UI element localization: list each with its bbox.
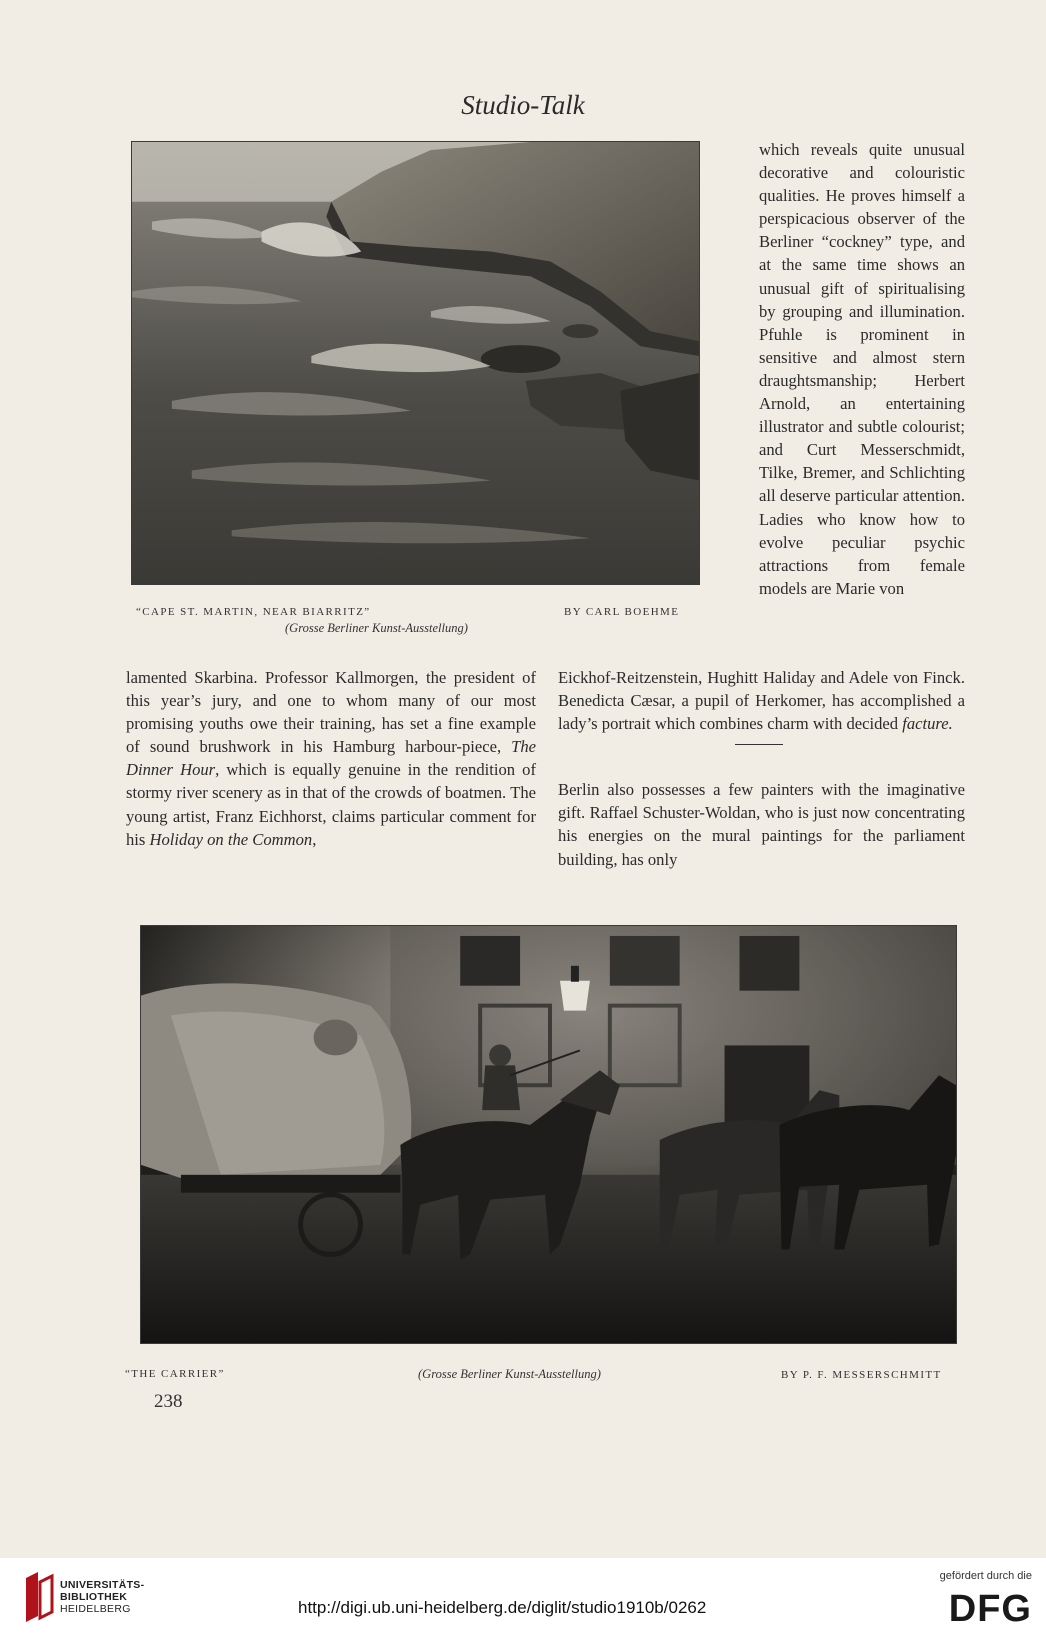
artwork-title: The Dinner Hour: [126, 737, 536, 780]
university-library-logo-icon: [22, 1572, 56, 1622]
plate-the-carrier: [140, 925, 957, 1344]
paragraph: Berlin also possesses a few painters with the imaginative gift. Raffael Schuster-Woldan, who is just now concentrating his energies on the mural paintings for the parliament building, has only: [558, 780, 965, 869]
article-text: Eickhof-Reitzenstein, Hughitt Haliday and Adele von Finck. Benedicta Cæsar, a pupil of Herkomer, has accomplished a lady’s portrait which combines charm with decided: [558, 668, 965, 734]
permalink-url[interactable]: http://digi.ub.uni-heidelberg.de/diglit/studio1910b/0262: [298, 1598, 707, 1617]
plate1-source: (Grosse Berliner Kunst-Ausstellung): [285, 621, 468, 635]
plate2-source: (Grosse Berliner Kunst-Ausstellung): [418, 1367, 601, 1381]
dfg-logo[interactable]: DFG: [948, 1588, 1032, 1630]
library-name[interactable]: [60, 1579, 144, 1615]
library-name-line: BIBLIOTHEK: [60, 1591, 128, 1603]
library-name-line: HEIDELBERG: [60, 1603, 131, 1615]
article-column-left: [126, 666, 536, 851]
artwork-title: Holiday on the Common: [149, 829, 313, 849]
sponsor-label: gefördert durch die: [939, 1570, 1032, 1582]
library-name-line: UNIVERSITÄTS-: [60, 1579, 145, 1591]
article-column-right: [558, 666, 965, 871]
page-number: 238: [154, 1391, 183, 1412]
article-text: , which is equally genuine in the rendition of stormy river scenery as in that of the crowds of boatmen. The young artist, Franz Eichhorst, claims particular comment for his: [126, 760, 536, 849]
plate2-title: “THE CARRIER”: [125, 1368, 225, 1380]
article-column-right-top: which reveals quite unusual decorative and colouristic qualities. He proves himself a perspicacious observer of the Berliner “cockney” type, and at the same time shows an unusual gift of spiritualising by grouping and illumination. Pfuhle is prominent in sensitive and almost stern draughtsmanship; Herbert Arnold, an entertaining illustrator and subtle colourist; and Curt Messerschmidt, Tilke, Bremer, and Schlichting all deserve particular attention. Ladies who know how to evolve peculiar psychic attractions from female models are Marie von: [759, 140, 965, 598]
section-divider: [735, 744, 783, 745]
plate1-title: “CAPE ST. MARTIN, NEAR BIARRITZ”: [136, 606, 371, 618]
carrier-illustration: [141, 926, 956, 1343]
seascape-illustration: [132, 142, 699, 584]
article-text: ,: [312, 829, 317, 849]
plate1-artist: BY CARL BOEHME: [564, 606, 680, 618]
article-text: lamented Skarbina. Professor Kallmorgen, the president of this year’s jury, and one to whom many of our most promising youths owe their training, has set a fine example of sound brushwork in his Hamburg harbour-piece,: [126, 668, 536, 757]
paragraph: [558, 666, 965, 735]
plate-cape-st-martin: [131, 141, 700, 585]
italic-term: facture.: [902, 714, 953, 734]
viewer-footer: [0, 1558, 1046, 1637]
plate2-artist: BY P. F. MESSERSCHMITT: [781, 1369, 942, 1381]
running-head: Studio-Talk: [461, 90, 585, 120]
